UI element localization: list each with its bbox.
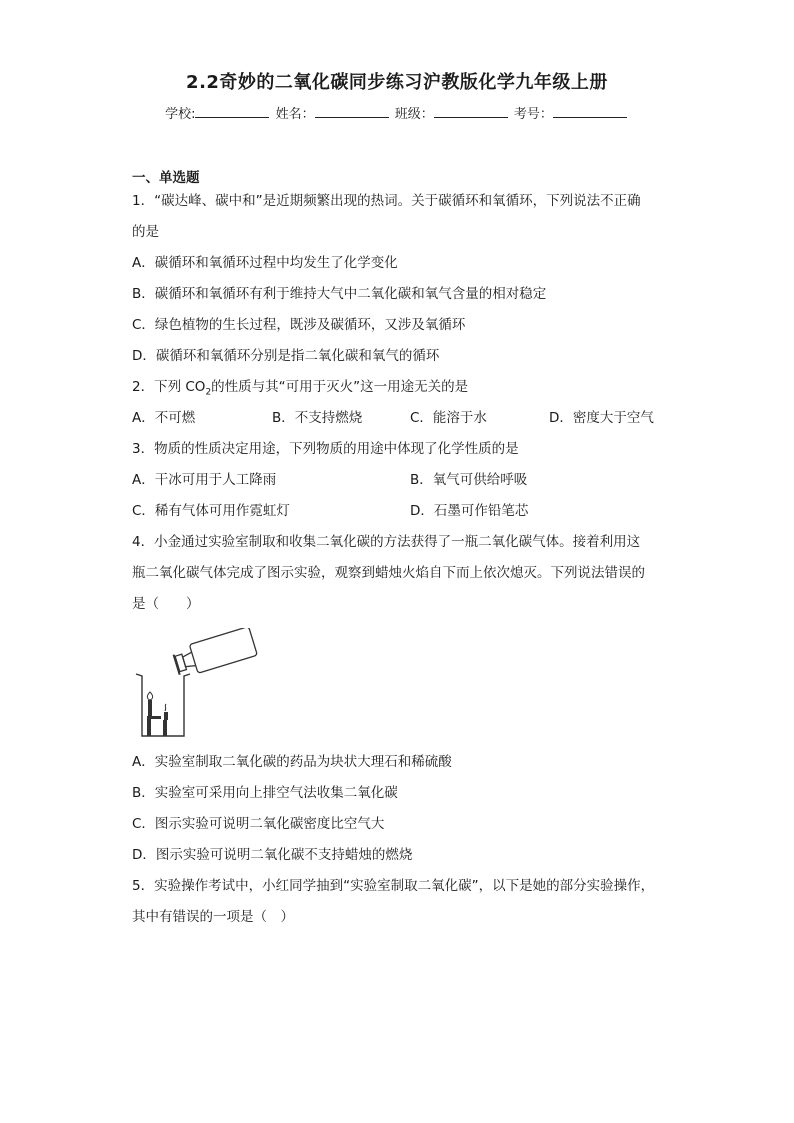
q2-option-b[interactable]: B．不支持燃烧 (272, 410, 363, 426)
class-label: 班级： (394, 107, 434, 122)
q5-stem-line2: 其中有错误的一项是（ ） (132, 909, 294, 925)
q4-option-d[interactable]: D．图示实验可说明二氧化碳不支持蜡烛的燃烧 (132, 847, 413, 863)
candles (147, 692, 168, 720)
q2-options (132, 409, 672, 427)
q2-option-c[interactable]: C．能溶于水 (410, 410, 487, 426)
q4-stem-line2: 瓶二氧化碳气体完成了图示实验，观察到蜡烛火焰自下而上依次熄灭。下列说法错误的 (132, 565, 645, 581)
q1-option-d[interactable]: D．碳循环和氧循环分别是指二氧化碳和氧气的循环 (132, 348, 440, 364)
name-blank[interactable] (315, 105, 389, 118)
page-title: 2.2奇妙的二氧化碳同步练习沪教版化学九年级上册 (186, 72, 608, 93)
class-blank[interactable] (434, 105, 508, 118)
q2-option-d[interactable]: D．密度大于空气 (549, 410, 654, 426)
name-label: 姓名： (275, 107, 315, 122)
q4-stem-line1: 4．小金通过实验室制取和收集二氧化碳的方法获得了一瓶二氧化碳气体。接着利用这 (132, 534, 641, 550)
q2-stem-after: 的性质与其“可用于灭火”这一用途无关的是 (211, 379, 469, 395)
q4-option-c[interactable]: C．图示实验可说明二氧化碳密度比空气大 (132, 816, 385, 832)
q5-stem-line1: 5．实验操作考试中，小红同学抽到“实验室制取二氧化碳”，以下是她的部分实验操作， (132, 878, 655, 894)
q4-stem-line3: 是（ ） (132, 596, 200, 612)
q1-option-b[interactable]: B．碳循环和氧循环有利于维持大气中二氧化碳和氧气含量的相对稳定 (132, 286, 547, 302)
q3-options-row2 (132, 502, 672, 520)
q3-stem: 3．物质的性质决定用途，下列物质的用途中体现了化学性质的是 (132, 441, 519, 457)
q1-option-a[interactable]: A．碳循环和氧循环过程中均发生了化学变化 (132, 255, 398, 271)
school-blank[interactable] (195, 105, 269, 118)
co2-candle-experiment-figure (132, 628, 262, 740)
q2-stem (132, 378, 468, 402)
q1-option-c[interactable]: C．绿色植物的生长过程，既涉及碳循环，又涉及氧循环 (132, 317, 466, 333)
q1-stem-line2: 的是 (132, 224, 159, 240)
q2-stem-before: 2．下列 CO (132, 379, 206, 395)
q3-option-c[interactable]: C．稀有气体可用作霓虹灯 (132, 503, 290, 519)
section-heading: 一、单选题 (132, 170, 200, 186)
q2-option-a[interactable]: A．不可燃 (132, 410, 196, 426)
q3-option-d[interactable]: D．石墨可作铅笔芯 (410, 503, 529, 519)
q3-option-a[interactable]: A．干冰可用于人工降雨 (132, 472, 277, 488)
gas-bottle (172, 628, 257, 679)
school-label: 学校: (165, 107, 196, 122)
q4-option-a[interactable]: A．实验室制取二氧化碳的药品为块状大理石和稀硫酸 (132, 754, 452, 770)
q3-option-b[interactable]: B．氧气可供给呼吸 (410, 472, 528, 488)
number-blank[interactable] (553, 105, 627, 118)
number-label: 考号： (513, 107, 553, 122)
q2-stem-subscript: 2 (205, 387, 212, 398)
student-info-line (0, 103, 794, 122)
q4-option-b[interactable]: B．实验室可采用向上排空气法收集二氧化碳 (132, 785, 398, 801)
q1-stem-line1: 1．“碳达峰、碳中和”是近期频繁出现的热词。关于碳循环和氧循环，下列说法不正确 (132, 193, 641, 209)
q3-options-row1 (132, 471, 672, 489)
